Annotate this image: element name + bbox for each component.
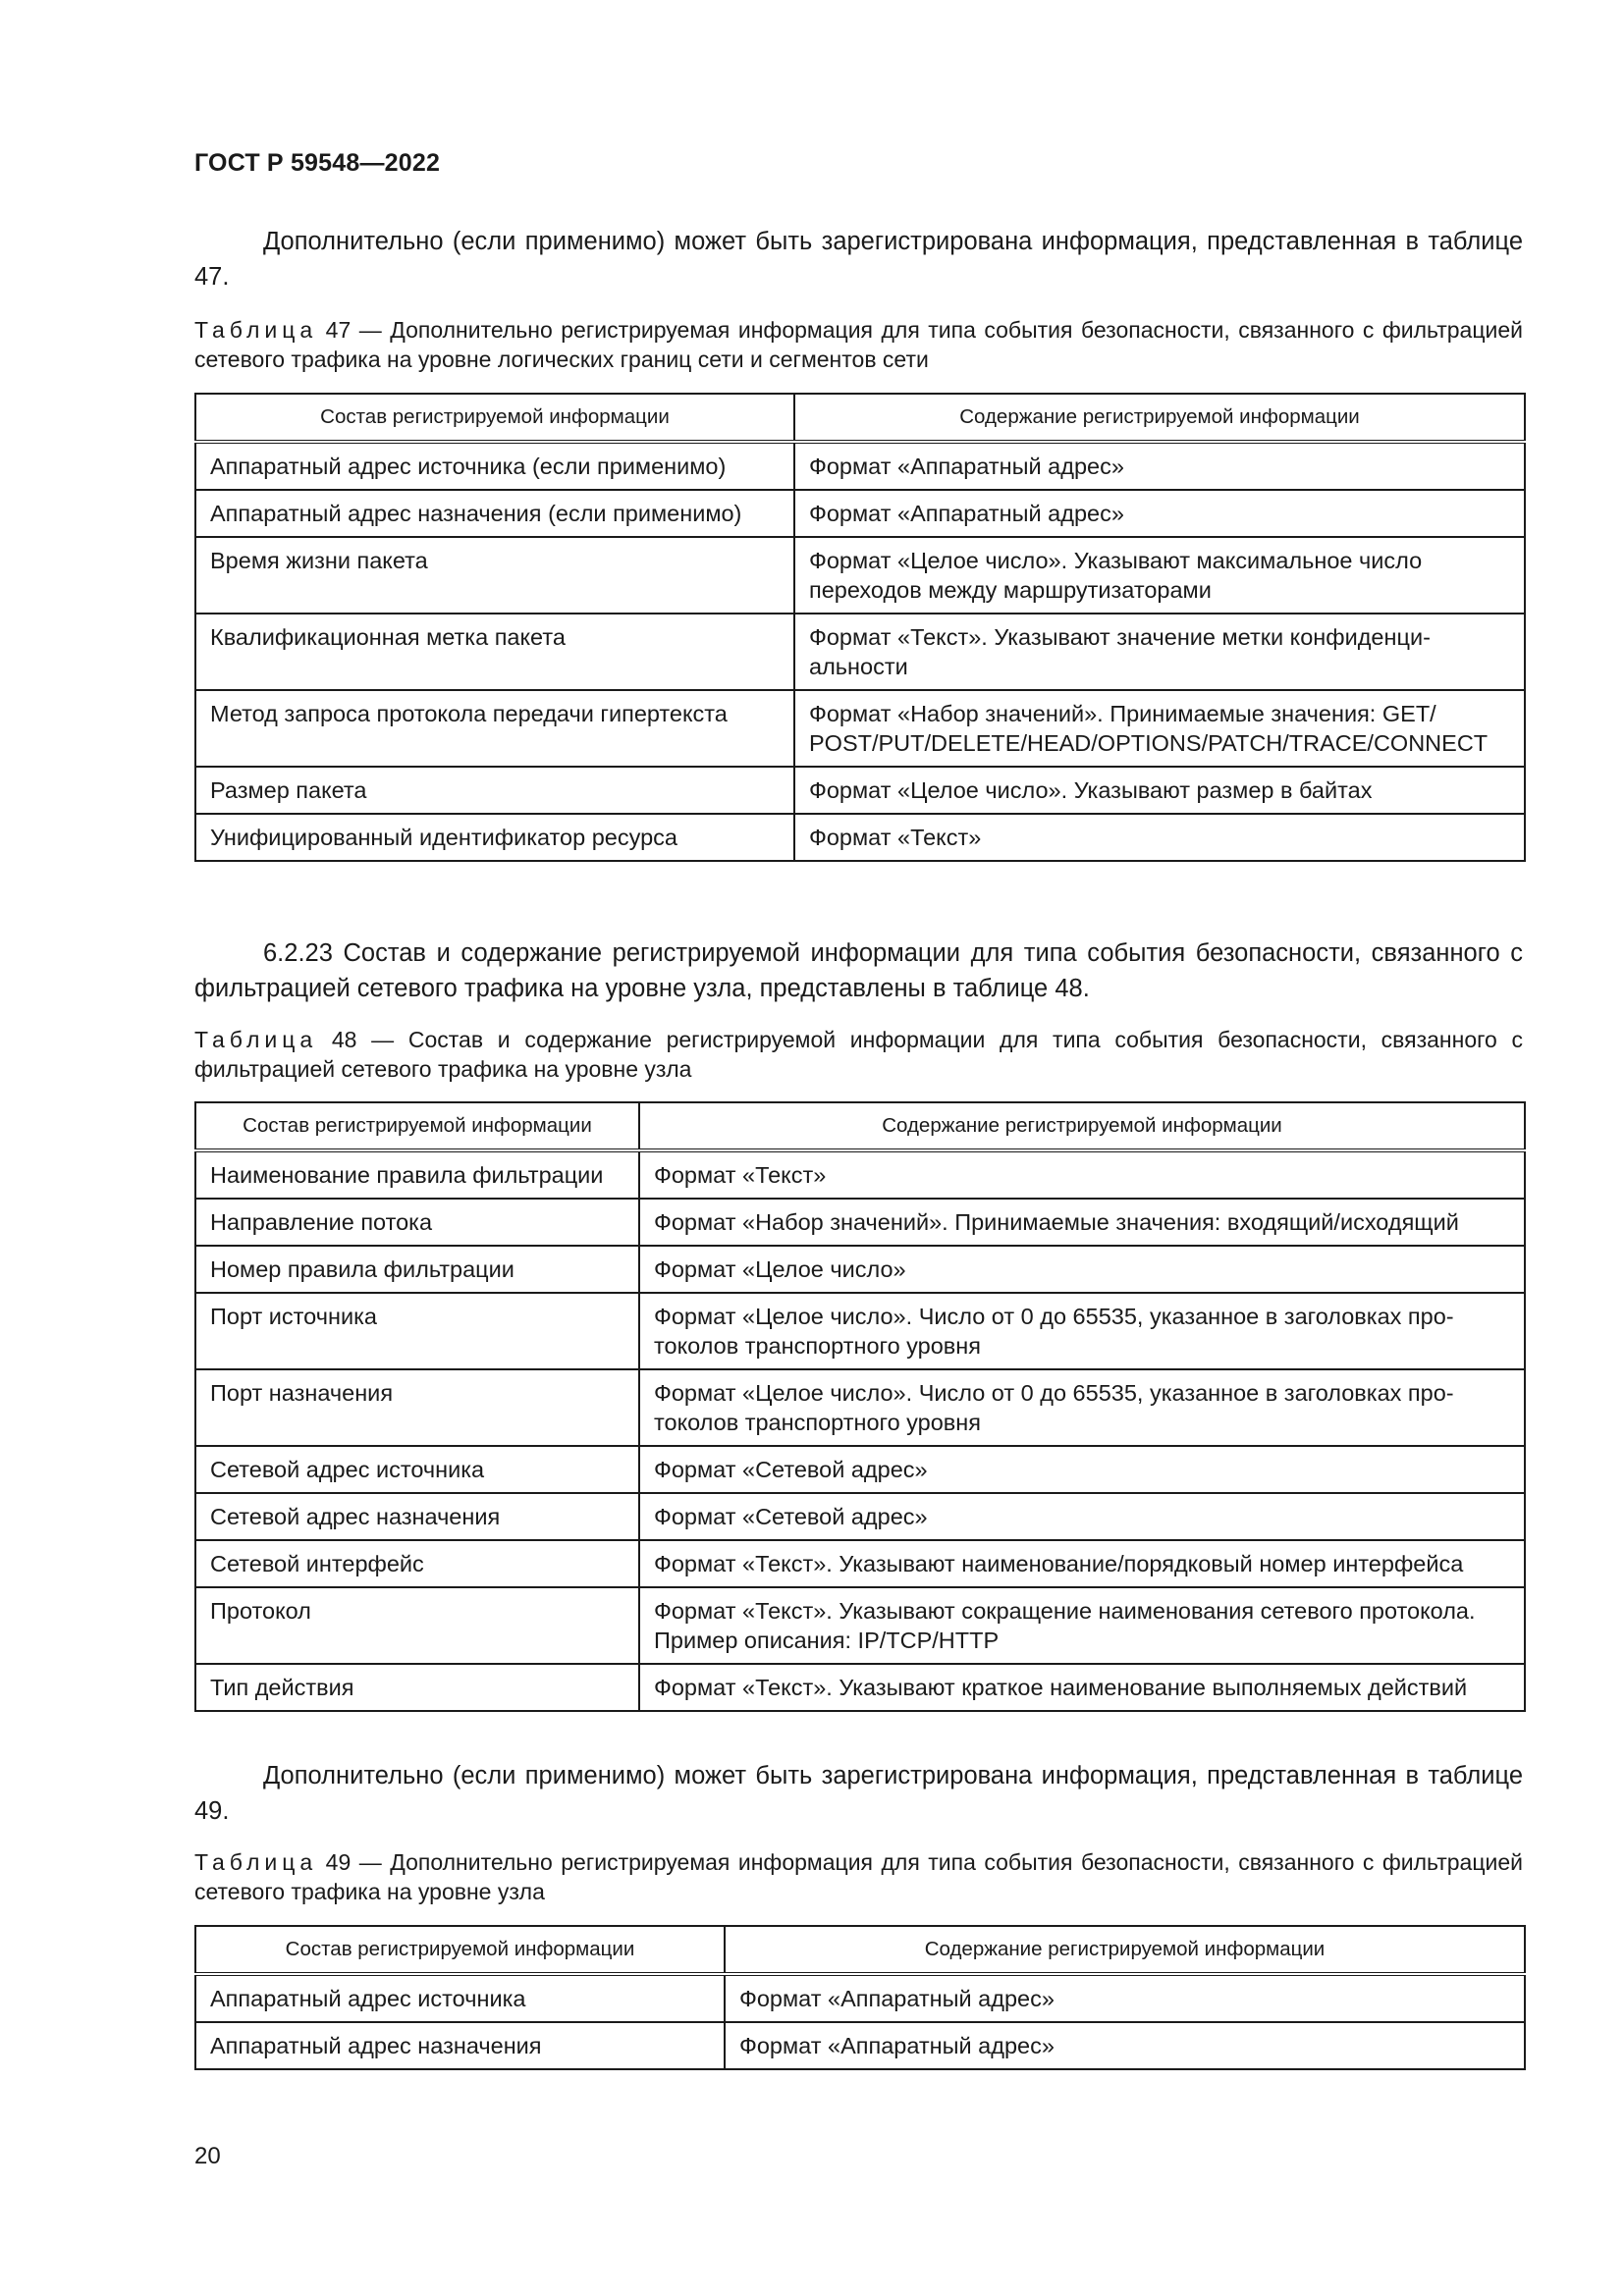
table49-cell-item: Аппаратный адрес источника [195,1974,725,2022]
table-row [195,490,1525,537]
table48-cell-item: Направление потока [195,1199,639,1246]
table47-col1-header: Состав регистрируемой информации [195,394,794,442]
table48-cell-content: Формат «Набор значений». Принимаемые значения: входящий/исходящий [639,1199,1525,1246]
table47-cell-content: Формат «Аппаратный адрес» [794,442,1525,490]
table48-cell-content: Формат «Текст» [639,1150,1525,1199]
table49-col1-header: Состав регистрируемой информации [195,1926,725,1974]
table48-cell-item: Протокол [195,1587,639,1664]
table47-caption-text: 47 — Дополнительно регистрируемая информация для типа события безопасности, связанного с фильтрацией сетевого трафика на уровне логических границ сети и сегментов сети [194,317,1523,372]
table49-cell-item: Аппаратный адрес назначения [195,2022,725,2069]
table-row [195,1293,1525,1369]
table49-caption [194,1847,1523,1906]
table48-cell-item: Порт источника [195,1293,639,1369]
table-row [195,690,1525,767]
table48-cell-item: Номер правила фильтрации [195,1246,639,1293]
table-row [195,1974,1525,2022]
paragraph-intro-table49: Дополнительно (если применимо) может быть зарегистрирована информация, представленная в таблице 49. [194,1762,1523,1825]
table48-cell-item: Сетевой адрес источника [195,1446,639,1493]
table48-cell-content: Формат «Целое число» [639,1246,1525,1293]
table47-cell-item: Квалификационная метка пакета [195,614,794,690]
table-row [195,442,1525,490]
table48-caption [194,1025,1523,1084]
table-header-row [195,1926,1525,1974]
table48-cell-item: Порт назначения [195,1369,639,1446]
table-header-row [195,1102,1525,1150]
table48-col2-header: Содержание регистрируемой информации [639,1102,1525,1150]
table-row [195,1246,1525,1293]
table48-cell-content: Формат «Текст». Указывают наименование/порядковый номер интерфейса [639,1540,1525,1587]
table48-col1-header: Состав регистрируемой информации [195,1102,639,1150]
table-row [195,814,1525,861]
table49-cell-content: Формат «Аппаратный адрес» [725,1974,1525,2022]
table49-caption-text: 49 — Дополнительно регистрируемая информация для типа события безопасности, связанного с фильтрацией сетевого трафика на уровне узла [194,1849,1523,1904]
table-row [195,1664,1525,1711]
table49-caption-label: Таблица [194,1849,318,1875]
table47-caption-label: Таблица [194,317,318,343]
table48-cell-item: Тип действия [195,1664,639,1711]
table47-cell-item: Унифицированный идентификатор ресурса [195,814,794,861]
page-number: 20 [194,2143,221,2169]
table-row [195,767,1525,814]
table-row [195,614,1525,690]
table47-cell-item: Размер пакета [195,767,794,814]
table-48 [194,1101,1526,1712]
table47-cell-content: Формат «Целое число». Указывают размер в байтах [794,767,1525,814]
table47-cell-item: Аппаратный адрес назначения (если применимо) [195,490,794,537]
table47-cell-content: Формат «Текст». Указывают значение метки конфиденциальности [794,614,1525,690]
table-row [195,1150,1525,1199]
table-row [195,537,1525,614]
table47-caption [194,315,1523,374]
table-row [195,1540,1525,1587]
table48-cell-content: Формат «Целое число». Число от 0 до 65535, указанное в заголовках протоколов транспортного уровня [639,1369,1525,1446]
table48-caption-label: Таблица [194,1027,318,1052]
table-row [195,2022,1525,2069]
table-row [195,1446,1525,1493]
table47-col2-header: Содержание регистрируемой информации [794,394,1525,442]
table-row [195,1199,1525,1246]
table49-col2-header: Содержание регистрируемой информации [725,1926,1525,1974]
table47-cell-content: Формат «Текст» [794,814,1525,861]
table47-cell-content: Формат «Аппаратный адрес» [794,490,1525,537]
table47-cell-item: Метод запроса протокола передачи гипертекста [195,690,794,767]
table47-cell-item: Время жизни пакета [195,537,794,614]
table48-caption-text: 48 — Состав и содержание регистрируемой информации для типа события безопасности, связанного с фильтрацией сетевого трафика на уровне узла [194,1027,1523,1082]
paragraph-intro-table47: Дополнительно (если применимо) может быть зарегистрирована информация, представленная в таблице 47. [194,228,1523,291]
table-49 [194,1925,1526,2070]
table-row [195,1587,1525,1664]
table48-cell-content: Формат «Текст». Указывают краткое наименование выполняемых действий [639,1664,1525,1711]
table48-cell-content: Формат «Сетевой адрес» [639,1493,1525,1540]
table-row [195,1369,1525,1446]
table49-cell-content: Формат «Аппаратный адрес» [725,2022,1525,2069]
document-header: ГОСТ Р 59548—2022 [194,149,441,177]
table47-cell-item: Аппаратный адрес источника (если применимо) [195,442,794,490]
table-47 [194,393,1526,862]
table48-cell-content: Формат «Целое число». Число от 0 до 65535, указанное в заголовках протоколов транспортного уровня [639,1293,1525,1369]
table48-cell-item: Сетевой адрес назначения [195,1493,639,1540]
table-row [195,1493,1525,1540]
table-header-row [195,394,1525,442]
table47-cell-content: Формат «Целое число». Указывают максимальное число переходов между маршрутизаторами [794,537,1525,614]
table47-cell-content: Формат «Набор значений». Принимаемые значения: GET/ POST/PUT/DELETE/HEAD/OPTIONS/PATCH/TRACE/CONNECT [794,690,1525,767]
table48-cell-item: Сетевой интерфейс [195,1540,639,1587]
paragraph-6-2-23: 6.2.23 Состав и содержание регистрируемой информации для типа события безопасности, связанного с фильтрацией сетевого трафика на уровне узла, представлены в таблице 48. [194,939,1523,1002]
table48-cell-content: Формат «Сетевой адрес» [639,1446,1525,1493]
table48-cell-content: Формат «Текст». Указывают сокращение наименования сетевого протокола. Пример описания: IP/TCP/HTTP [639,1587,1525,1664]
table48-cell-item: Наименование правила фильтрации [195,1150,639,1199]
